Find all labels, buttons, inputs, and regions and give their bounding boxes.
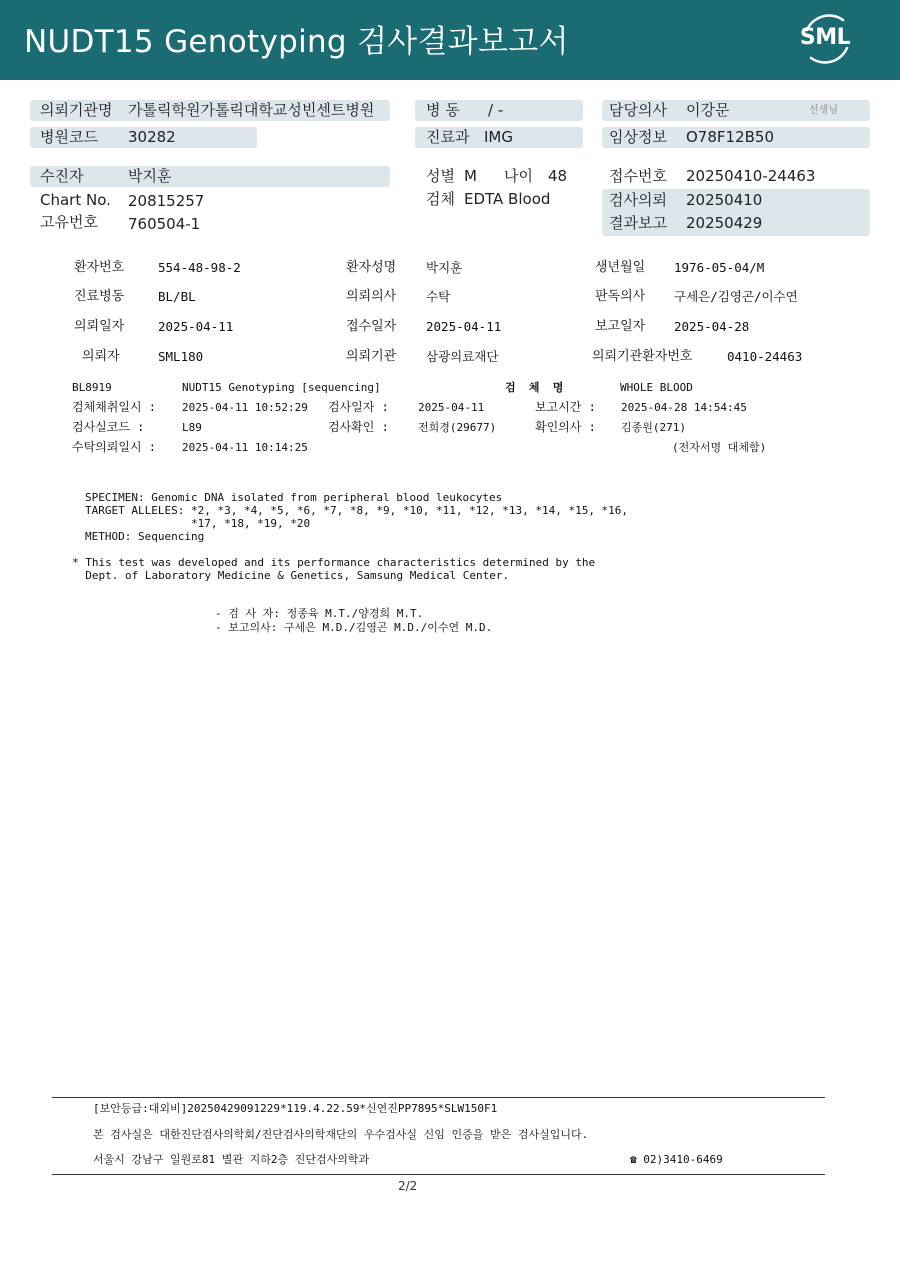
req-inst-label: 의뢰기관 <box>346 349 397 364</box>
collect-value: 2025-04-11 10:52:29 <box>182 401 308 414</box>
unique-no-label: 고유번호 <box>40 213 98 231</box>
reporter-line: - 보고의사: 구세은 M.D./김영곤 M.D./이수연 M.D. <box>215 621 493 634</box>
receipt-no-label: 접수번호 <box>609 167 667 185</box>
confirm-label: 검사확인 : <box>328 420 389 434</box>
patient-report-date-label: 보고일자 <box>595 319 646 334</box>
unique-no-value: 760504-1 <box>128 215 201 233</box>
req-date-value: 2025-04-11 <box>158 319 234 334</box>
chart-no-label: Chart No. <box>40 191 111 209</box>
footer-bottom-rule <box>52 1174 825 1175</box>
department-label: 진료과 <box>426 128 470 146</box>
footer-top-rule <box>52 1097 825 1098</box>
report-time-value: 2025-04-28 14:54:45 <box>621 401 747 414</box>
request-date-label: 검사의뢰 <box>609 191 667 209</box>
patient-no-label: 환자번호 <box>74 260 125 275</box>
req-date-label: 의뢰일자 <box>74 319 125 334</box>
req-doctor-value: 수탁 <box>426 289 451 304</box>
patient-report-date-value: 2025-04-28 <box>674 319 750 334</box>
inst-patient-no-label: 의뢰기관환자번호 <box>592 349 693 364</box>
exam-date-label: 검사일자 : <box>328 400 389 414</box>
hospital-code-value: 30282 <box>128 128 176 146</box>
target-alleles-line-2: *17, *18, *19, *20 <box>85 517 311 530</box>
certification-line: 본 검사실은 대한진단검사의학회/진단검사의학재단의 우수검사실 신임 인증을 받은 검사실입니다. <box>93 1128 589 1141</box>
reading-doctor-value: 구세은/김영곤/이수연 <box>674 289 798 304</box>
phone-line: ☎ 02)3410-6469 <box>630 1153 723 1166</box>
patient-name-label: 환자성명 <box>346 260 397 275</box>
chart-no-value: 20815257 <box>128 192 205 210</box>
patient-name-value: 박지훈 <box>426 260 463 275</box>
receipt-no-value: 20250410-24463 <box>686 167 816 185</box>
security-line: [보안등급:대외비]20250429091229*119.4.22.59*신연진PP7895*SLW150F1 <box>93 1102 498 1115</box>
address-line: 서울시 강남구 일원로81 별관 지하2층 진단검사의학과 <box>93 1153 370 1166</box>
request-date-value: 20250410 <box>686 191 763 209</box>
patient-ward-value: BL/BL <box>158 289 196 304</box>
clinical-info-label: 임상정보 <box>609 128 667 146</box>
report-header <box>0 0 900 80</box>
requester-value: SML180 <box>158 349 204 364</box>
requester-label: 의뢰자 <box>82 349 120 364</box>
exam-date-value: 2025-04-11 <box>418 401 485 414</box>
ward-value: / - <box>488 101 504 119</box>
report-title: NUDT15 Genotyping 검사결과보고서 <box>24 24 569 60</box>
info-bar-examinee <box>30 166 390 187</box>
report-date-value: 20250429 <box>686 214 763 232</box>
method-line: METHOD: Sequencing <box>85 530 205 543</box>
birth-value: 1976-05-04/M <box>674 260 765 275</box>
consign-label: 수탁의뢰일시 : <box>72 440 157 454</box>
clinical-info-value: O78F12B50 <box>686 128 774 146</box>
specimen-name-label: 검 체 명 <box>505 381 564 394</box>
institution-label: 의뢰기관명 <box>40 101 113 119</box>
consign-value: 2025-04-11 10:14:25 <box>182 441 308 454</box>
collect-label: 검체채취일시 : <box>72 400 157 414</box>
physician-value: 이강문 <box>686 101 730 119</box>
report-date-label: 결과보고 <box>609 214 667 232</box>
hospital-code-label: 병원코드 <box>40 128 98 146</box>
inst-patient-no-value: 0410-24463 <box>727 349 803 364</box>
patient-no-value: 554-48-98-2 <box>158 260 241 275</box>
birth-label: 생년월일 <box>595 260 646 275</box>
ward-label: 병 동 <box>426 101 460 119</box>
confirm-doctor-value: 김종원(271) <box>621 421 686 434</box>
specimen-label: 검체 <box>426 190 455 208</box>
test-name: NUDT15 Genotyping [sequencing] <box>182 381 381 394</box>
age-value: 48 <box>548 167 568 185</box>
note-line-1: * This test was developed and its performance characteristics determined by the <box>72 556 596 569</box>
department-value: IMG <box>484 128 513 146</box>
report-time-label: 보고시간 : <box>535 400 596 414</box>
specimen-line: SPECIMEN: Genomic DNA isolated from peripheral blood leukocytes <box>85 491 503 504</box>
sex-label: 성별 <box>426 167 455 185</box>
recv-date-label: 접수일자 <box>346 319 397 334</box>
sex-value: M <box>464 167 477 185</box>
sml-logo <box>797 12 857 64</box>
req-doctor-label: 의뢰의사 <box>346 289 397 304</box>
note-line-2: Dept. of Laboratory Medicine & Genetics, Samsung Medical Center. <box>72 569 510 582</box>
confirm-value: 전희경(29677) <box>418 421 497 434</box>
req-inst-value: 삼광의료재단 <box>426 349 499 364</box>
page-number: 2/2 <box>398 1179 418 1193</box>
age-label: 나이 <box>504 167 533 185</box>
physician-label: 담당의사 <box>609 101 667 119</box>
physician-suffix: 선생님 <box>809 105 838 116</box>
specimen-value: EDTA Blood <box>464 190 551 208</box>
target-alleles-line: TARGET ALLELES: *2, *3, *4, *5, *6, *7, *8, *9, *10, *11, *12, *13, *14, *15, *16, <box>85 504 629 517</box>
patient-ward-label: 진료병동 <box>74 289 125 304</box>
recv-date-value: 2025-04-11 <box>426 319 502 334</box>
logo-text: SML <box>799 25 851 50</box>
lab-code-label: 검사실코드 : <box>72 420 145 434</box>
esign-note: (전자서명 대체함) <box>672 441 767 454</box>
lab-code-value: L89 <box>182 421 202 434</box>
specimen-name-value: WHOLE BLOOD <box>620 381 693 394</box>
institution-value: 가톨릭학원가톨릭대학교성빈센트병원 <box>128 101 375 119</box>
reading-doctor-label: 판독의사 <box>595 289 646 304</box>
examinee-label: 수진자 <box>40 167 84 185</box>
test-code: BL8919 <box>72 381 112 394</box>
confirm-doctor-label: 확인의사 : <box>535 420 596 434</box>
examinee-value: 박지훈 <box>128 167 172 185</box>
tester-line: - 검 사 자: 정종육 M.T./양경희 M.T. <box>215 607 424 620</box>
